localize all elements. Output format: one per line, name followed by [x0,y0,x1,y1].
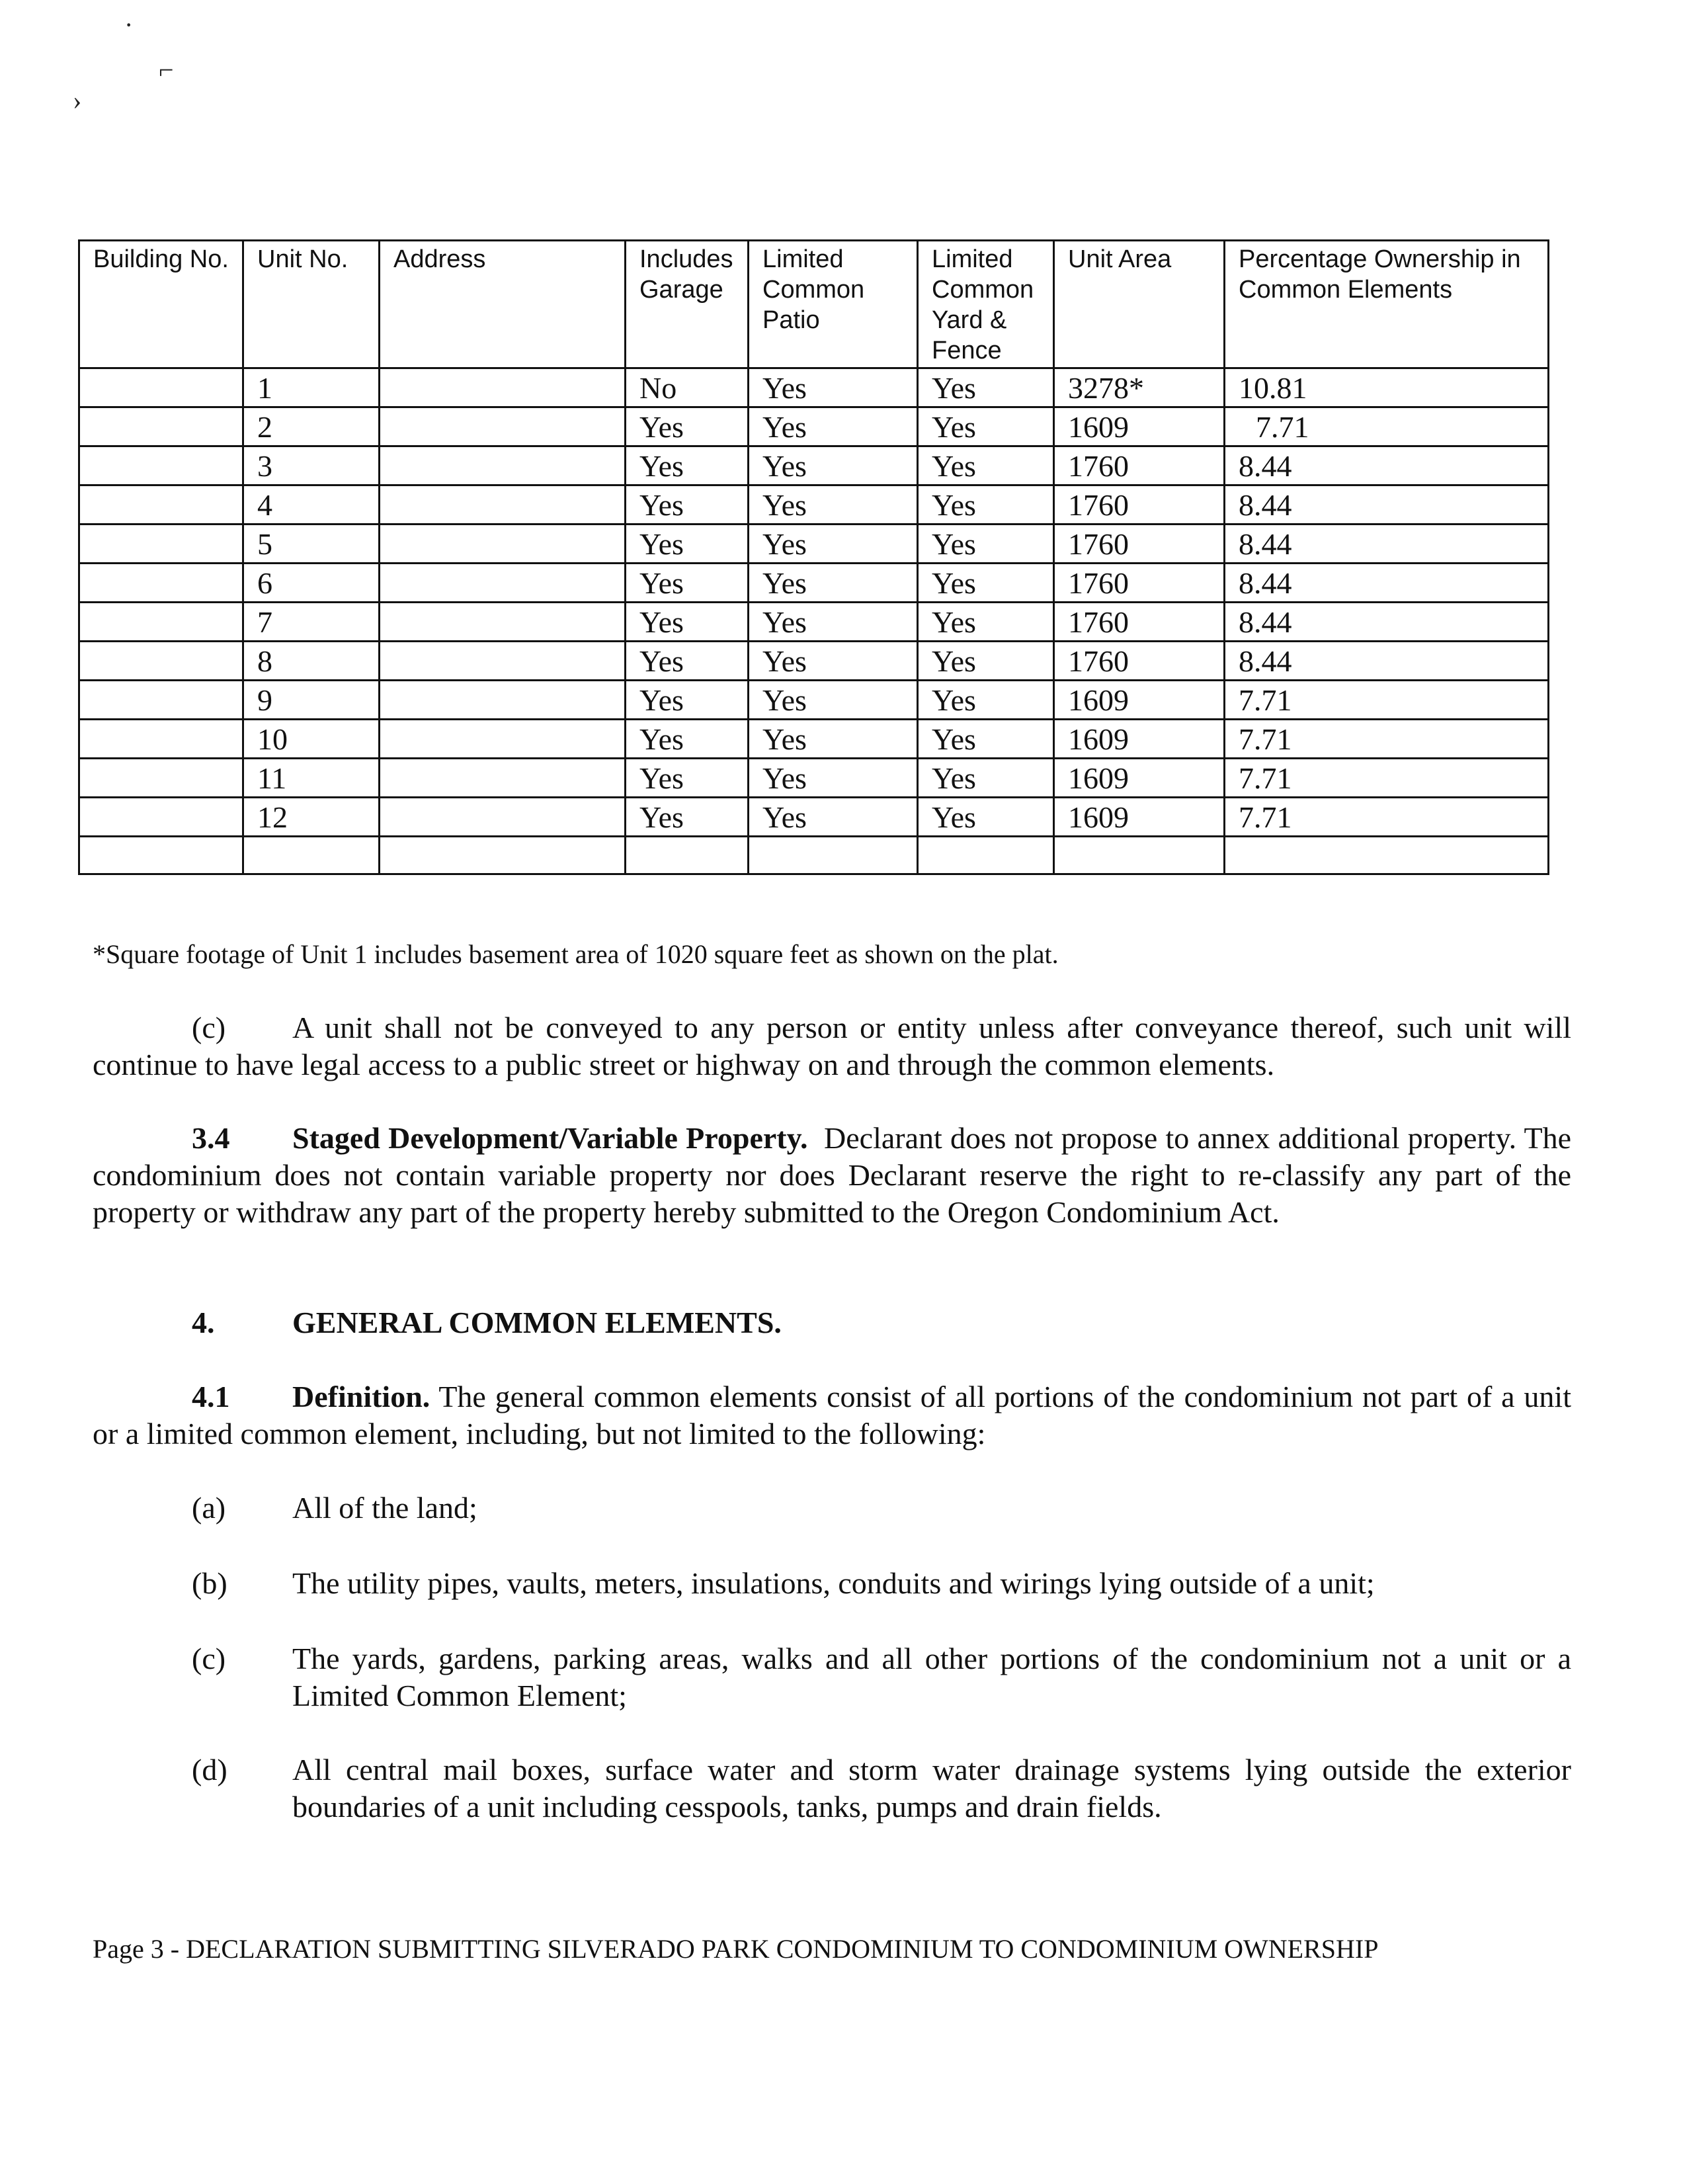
cell-address [380,681,626,720]
cell-building-no [79,564,243,603]
cell-building-no [79,446,243,485]
cell-unit-area: 1760 [1054,642,1225,681]
table-row [79,564,1549,603]
cell-limited-common-patio: Yes [749,525,918,564]
section-4-number: 4. [192,1306,215,1339]
cell-building-no [79,485,243,525]
cell-limited-common-patio: Yes [749,681,918,720]
scan-speck-1: · [124,10,134,40]
header-limited-common-yard-fence: Limited Common Yard & Fence [918,241,1054,368]
cell-includes-garage: Yes [626,798,749,837]
cell-limited-common-yard-fence: Yes [918,368,1054,407]
cell-address [380,485,626,525]
table-row [79,798,1549,837]
header-includes-garage: Includes Garage [626,241,749,368]
cell-unit-area: 1760 [1054,485,1225,525]
cell-limited-common-patio [749,837,918,874]
cell-building-no [79,837,243,874]
cell-building-no [79,681,243,720]
section-4-1-heading: Definition. [292,1380,430,1413]
cell-unit-no: 7 [243,603,380,642]
cell-unit-no: 4 [243,485,380,525]
list-item-label: (c) [192,1642,226,1675]
cell-address [380,798,626,837]
list-item-text: All of the land; [292,1491,477,1525]
cell-percentage-ownership: 7.71 [1225,798,1549,837]
cell-percentage-ownership: 10.81 [1225,368,1549,407]
cell-limited-common-patio: Yes [749,759,918,798]
cell-percentage-ownership: 8.44 [1225,603,1549,642]
cell-limited-common-yard-fence: Yes [918,407,1054,446]
cell-building-no [79,525,243,564]
list-item [192,1751,1571,1826]
cell-building-no [79,368,243,407]
list-item-label: (a) [192,1491,226,1525]
paragraph-c [93,1009,1571,1083]
cell-unit-no: 11 [243,759,380,798]
section-4-1-text: The general common elements consist of all portions of the condominium not part of a unit or a limited common element, including, but not limited to the following: [93,1380,1571,1450]
list-item [192,1640,1571,1714]
cell-includes-garage: Yes [626,642,749,681]
cell-includes-garage [626,837,749,874]
cell-unit-area: 1609 [1054,759,1225,798]
list-item [192,1565,1571,1602]
table-row [79,525,1549,564]
cell-building-no [79,798,243,837]
cell-percentage-ownership: 8.44 [1225,642,1549,681]
cell-unit-no: 2 [243,407,380,446]
cell-limited-common-patio: Yes [749,446,918,485]
cell-unit-area: 1760 [1054,564,1225,603]
header-percentage-ownership: Percentage Ownership in Common Elements [1225,241,1549,368]
cell-unit-area: 1609 [1054,798,1225,837]
cell-unit-area: 1760 [1054,446,1225,485]
cell-building-no [79,603,243,642]
cell-unit-no: 6 [243,564,380,603]
cell-percentage-ownership: 7.71 [1225,407,1549,446]
cell-limited-common-yard-fence: Yes [918,759,1054,798]
section-4-1-number: 4.1 [192,1380,230,1413]
cell-limited-common-yard-fence: Yes [918,720,1054,759]
cell-includes-garage: Yes [626,720,749,759]
cell-unit-no: 5 [243,525,380,564]
cell-percentage-ownership: 7.71 [1225,720,1549,759]
list-item-label: (d) [192,1753,227,1786]
header-unit-area: Unit Area [1054,241,1225,368]
cell-limited-common-yard-fence: Yes [918,603,1054,642]
cell-unit-no: 9 [243,681,380,720]
cell-address [380,720,626,759]
cell-limited-common-patio: Yes [749,720,918,759]
table-row [79,603,1549,642]
cell-unit-area: 1609 [1054,720,1225,759]
header-building-no: Building No. [79,241,243,368]
cell-limited-common-patio: Yes [749,642,918,681]
cell-limited-common-yard-fence: Yes [918,446,1054,485]
cell-unit-no [243,837,380,874]
cell-percentage-ownership: 8.44 [1225,485,1549,525]
list-item-label: (b) [192,1566,227,1600]
header-limited-common-patio: Limited Common Patio [749,241,918,368]
cell-unit-area: 1609 [1054,681,1225,720]
cell-includes-garage: Yes [626,485,749,525]
cell-limited-common-yard-fence: Yes [918,798,1054,837]
cell-unit-no: 3 [243,446,380,485]
cell-includes-garage: Yes [626,603,749,642]
cell-includes-garage: Yes [626,681,749,720]
cell-unit-no: 12 [243,798,380,837]
cell-limited-common-patio: Yes [749,798,918,837]
cell-address [380,446,626,485]
cell-building-no [79,720,243,759]
cell-percentage-ownership: 8.44 [1225,446,1549,485]
cell-percentage-ownership: 8.44 [1225,525,1549,564]
list-item-text: The utility pipes, vaults, meters, insulations, conduits and wirings lying outside of a unit; [292,1566,1375,1600]
table-row [79,642,1549,681]
cell-unit-no: 8 [243,642,380,681]
table-row [79,446,1549,485]
list-item-text: The yards, gardens, parking areas, walks and all other portions of the condominium not a unit or a Limited Common Element; [292,1642,1571,1712]
header-address: Address [380,241,626,368]
cell-address [380,525,626,564]
cell-building-no [79,407,243,446]
paragraph-c-label: (c) [192,1011,226,1044]
table-row [79,759,1549,798]
cell-address [380,759,626,798]
cell-limited-common-patio: Yes [749,368,918,407]
table-row [79,837,1549,874]
section-4-1 [93,1378,1571,1452]
cell-address [380,368,626,407]
cell-building-no [79,642,243,681]
section-3-4-number: 3.4 [192,1121,230,1155]
table-row [79,407,1549,446]
cell-unit-no: 1 [243,368,380,407]
cell-includes-garage: Yes [626,525,749,564]
cell-unit-area: 1609 [1054,407,1225,446]
cell-limited-common-yard-fence [918,837,1054,874]
cell-unit-area: 1760 [1054,525,1225,564]
header-unit-no: Unit No. [243,241,380,368]
cell-address [380,837,626,874]
unit-ownership-table [78,239,1549,875]
cell-percentage-ownership: 8.44 [1225,564,1549,603]
cell-unit-area: 1760 [1054,603,1225,642]
cell-percentage-ownership [1225,837,1549,874]
cell-limited-common-yard-fence: Yes [918,681,1054,720]
cell-limited-common-yard-fence: Yes [918,525,1054,564]
cell-limited-common-yard-fence: Yes [918,485,1054,525]
section-3-4-heading: Staged Development/Variable Property. [292,1121,808,1155]
paragraph-c-text: A unit shall not be conveyed to any person or entity unless after conveyance thereof, such unit will continue to have legal access to a public street or highway on and through the common elements. [93,1011,1571,1081]
list-item-text: All central mail boxes, surface water and storm water drainage systems lying outside the exterior boundaries of a unit including cesspools, tanks, pumps and drain fields. [292,1753,1571,1824]
cell-unit-no: 10 [243,720,380,759]
cell-limited-common-yard-fence: Yes [918,642,1054,681]
table-row [79,368,1549,407]
cell-unit-area [1054,837,1225,874]
cell-percentage-ownership: 7.71 [1225,759,1549,798]
cell-limited-common-patio: Yes [749,603,918,642]
list-item [192,1490,1571,1527]
cell-limited-common-patio: Yes [749,407,918,446]
table-header-row [79,241,1549,368]
scan-speck-2: ⌐ [159,55,174,85]
section-4-title: GENERAL COMMON ELEMENTS. [292,1306,782,1339]
section-3-4 [93,1120,1571,1231]
cell-address [380,407,626,446]
page-footer: Page 3 - DECLARATION SUBMITTING SILVERADO PARK CONDOMINIUM TO CONDOMINIUM OWNERSHIP [93,1934,1379,1964]
cell-address [380,564,626,603]
cell-limited-common-patio: Yes [749,564,918,603]
cell-percentage-ownership: 7.71 [1225,681,1549,720]
table-row [79,485,1549,525]
table-row [79,720,1549,759]
cell-unit-area: 3278* [1054,368,1225,407]
scan-speck-3: › [73,85,82,115]
section-4-heading [93,1304,1571,1341]
section-3-4-text: Declarant does not propose to annex additional property. The condominium does not contain variable property nor does Declarant reserve the right to re-classify any part of the property or withdraw any part of the property hereby submitted to the Oregon Condominium Act. [93,1121,1571,1229]
table-row [79,681,1549,720]
cell-includes-garage: Yes [626,407,749,446]
unit-1-footnote: *Square footage of Unit 1 includes basement area of 1020 square feet as shown on the plat. [93,939,1059,969]
cell-building-no [79,759,243,798]
cell-address [380,642,626,681]
cell-limited-common-patio: Yes [749,485,918,525]
cell-includes-garage: Yes [626,564,749,603]
cell-includes-garage: No [626,368,749,407]
cell-limited-common-yard-fence: Yes [918,564,1054,603]
cell-includes-garage: Yes [626,759,749,798]
cell-includes-garage: Yes [626,446,749,485]
cell-address [380,603,626,642]
